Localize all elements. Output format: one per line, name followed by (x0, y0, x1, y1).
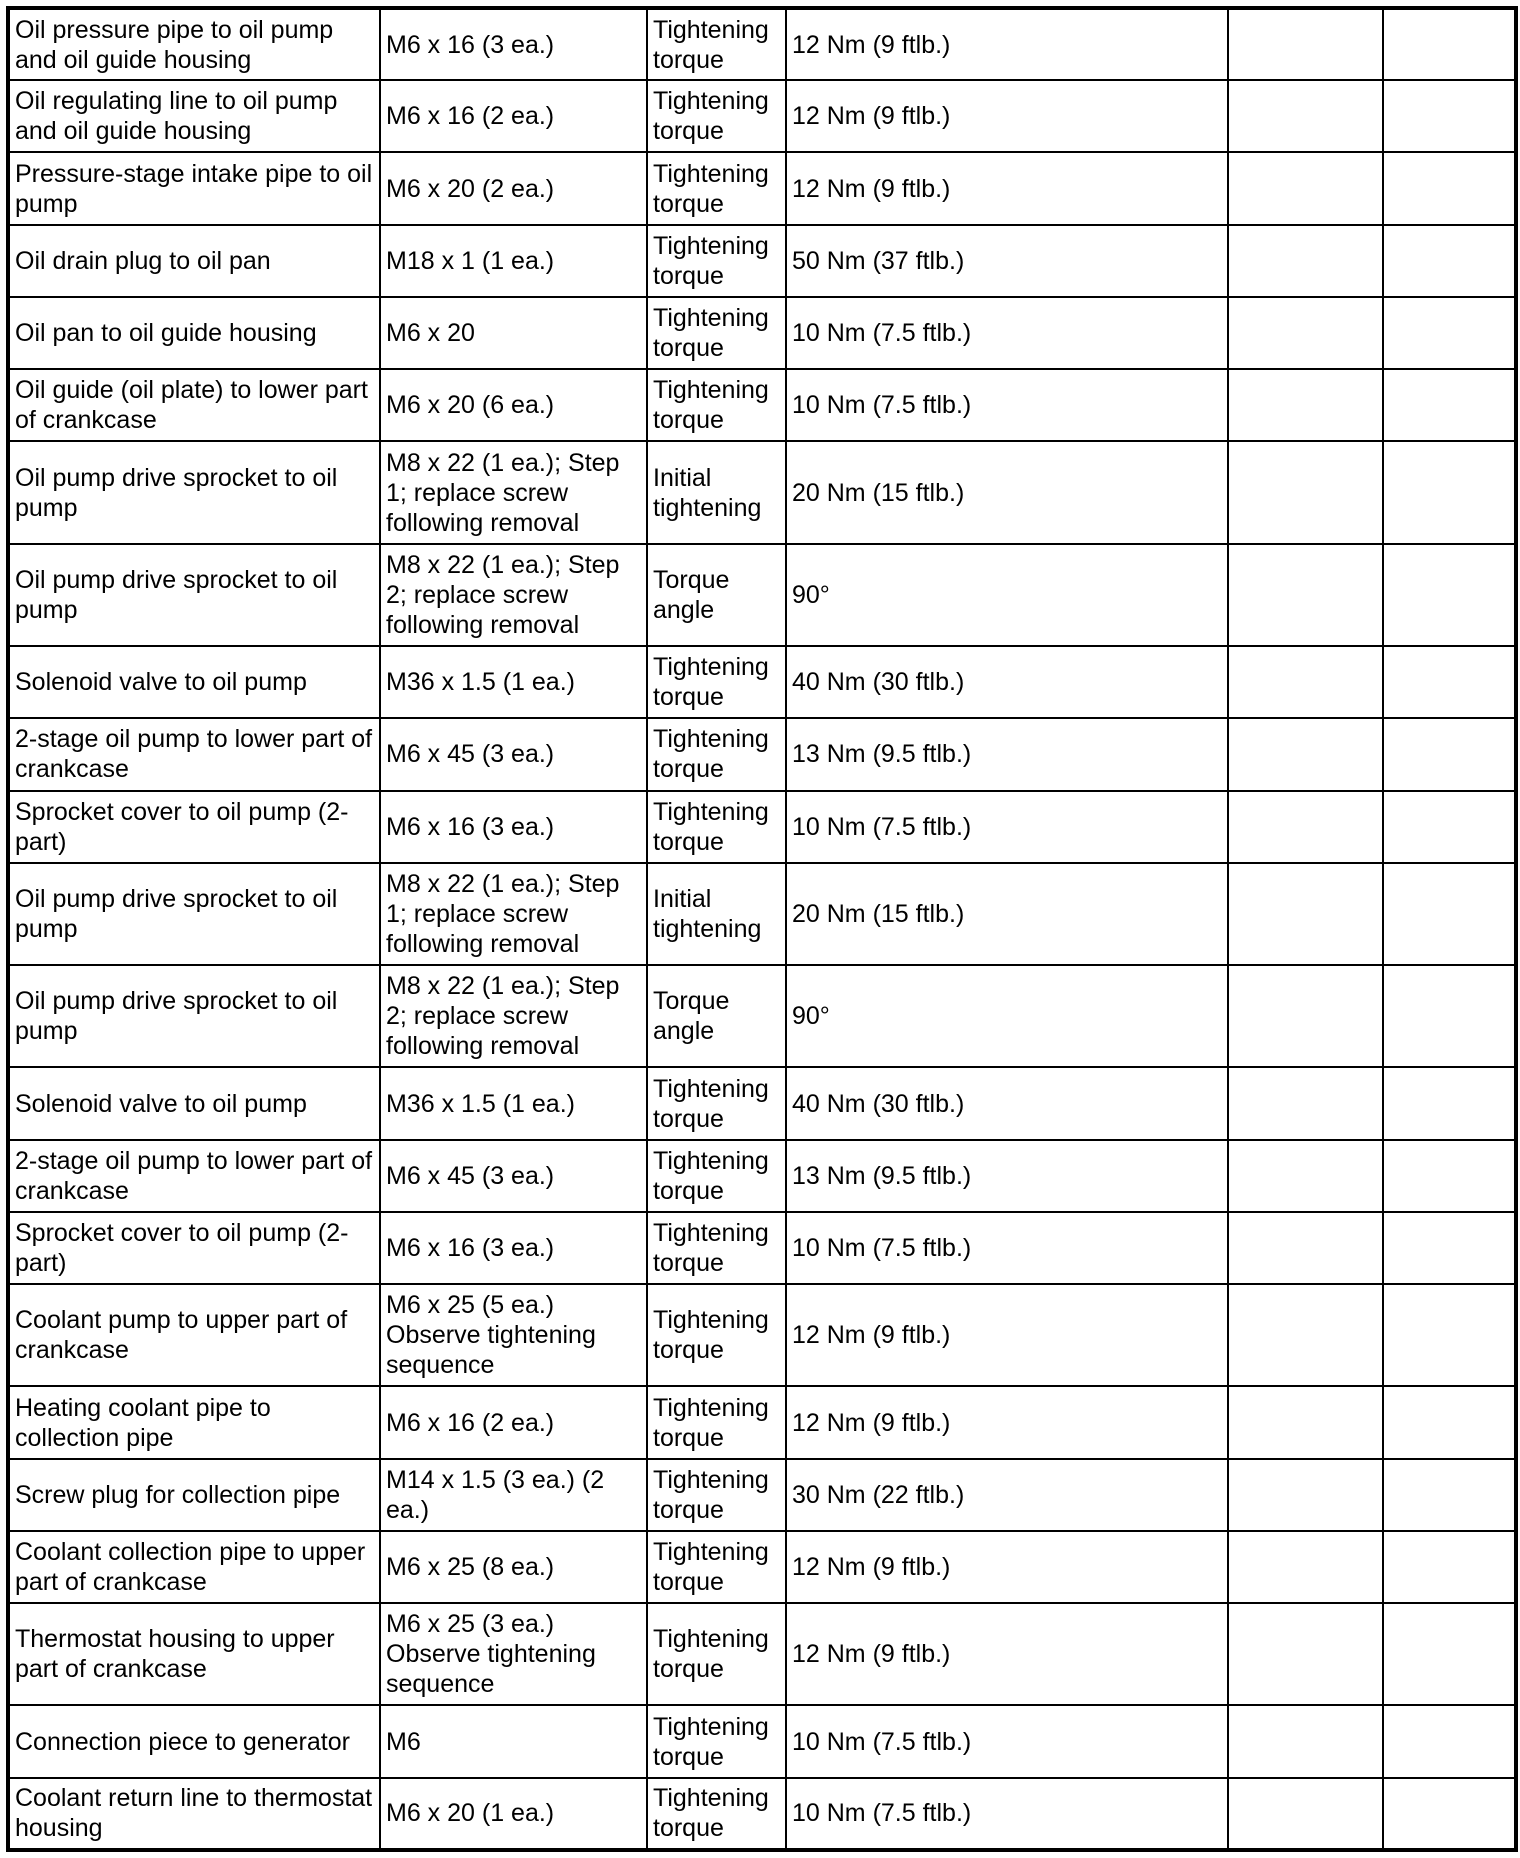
component-cell: Connection piece to generator (8, 1705, 380, 1777)
empty-cell (1383, 441, 1516, 543)
spec-type-cell: Tightening torque (647, 1705, 786, 1777)
fastener-cell: M8 x 22 (1 ea.); Step 2; replace screw following removal (380, 965, 647, 1067)
table-row (8, 80, 1516, 152)
spec-value-cell: 50 Nm (37 ftlb.) (786, 225, 1228, 297)
empty-cell (1383, 1386, 1516, 1458)
fastener-cell: M8 x 22 (1 ea.); Step 1; replace screw following removal (380, 441, 647, 543)
empty-cell (1228, 441, 1383, 543)
spec-value-cell: 10 Nm (7.5 ftlb.) (786, 791, 1228, 863)
empty-cell (1228, 369, 1383, 441)
empty-cell (1383, 1531, 1516, 1603)
spec-type-cell: Tightening torque (647, 1778, 786, 1850)
table-row (8, 1705, 1516, 1777)
empty-cell (1383, 1778, 1516, 1850)
table-row (8, 1531, 1516, 1603)
table-row (8, 369, 1516, 441)
empty-cell (1228, 791, 1383, 863)
empty-cell (1383, 646, 1516, 718)
fastener-cell: M8 x 22 (1 ea.); Step 1; replace screw following removal (380, 863, 647, 965)
table-row (8, 863, 1516, 965)
component-cell: Oil pressure pipe to oil pump and oil guide housing (8, 8, 380, 80)
empty-cell (1383, 1284, 1516, 1386)
fastener-cell: M6 x 25 (8 ea.) (380, 1531, 647, 1603)
spec-value-cell: 10 Nm (7.5 ftlb.) (786, 369, 1228, 441)
empty-cell (1228, 1603, 1383, 1705)
spec-value-cell: 13 Nm (9.5 ftlb.) (786, 1140, 1228, 1212)
table-row (8, 1603, 1516, 1705)
spec-type-cell: Tightening torque (647, 1531, 786, 1603)
component-cell: Pressure-stage intake pipe to oil pump (8, 152, 380, 224)
spec-type-cell: Tightening torque (647, 1386, 786, 1458)
empty-cell (1383, 863, 1516, 965)
table-row (8, 718, 1516, 790)
fastener-cell: M6 (380, 1705, 647, 1777)
empty-cell (1383, 1459, 1516, 1531)
component-cell: Coolant pump to upper part of crankcase (8, 1284, 380, 1386)
component-cell: Solenoid valve to oil pump (8, 1067, 380, 1139)
spec-type-cell: Tightening torque (647, 369, 786, 441)
spec-type-cell: Tightening torque (647, 1603, 786, 1705)
table-row (8, 1067, 1516, 1139)
fastener-cell: M6 x 20 (380, 297, 647, 369)
empty-cell (1228, 1386, 1383, 1458)
spec-type-cell: Tightening torque (647, 646, 786, 718)
component-cell: Coolant collection pipe to upper part of crankcase (8, 1531, 380, 1603)
torque-spec-table (6, 6, 1518, 1852)
spec-value-cell: 30 Nm (22 ftlb.) (786, 1459, 1228, 1531)
table-row (8, 1212, 1516, 1284)
fastener-cell: M6 x 20 (6 ea.) (380, 369, 647, 441)
fastener-cell: M6 x 16 (2 ea.) (380, 1386, 647, 1458)
fastener-cell: M6 x 25 (5 ea.) Observe tightening sequence (380, 1284, 647, 1386)
table-row (8, 646, 1516, 718)
table-row (8, 544, 1516, 646)
fastener-cell: M6 x 20 (1 ea.) (380, 1778, 647, 1850)
empty-cell (1228, 1140, 1383, 1212)
empty-cell (1228, 1067, 1383, 1139)
table-row (8, 297, 1516, 369)
spec-value-cell: 12 Nm (9 ftlb.) (786, 80, 1228, 152)
spec-type-cell: Torque angle (647, 544, 786, 646)
spec-type-cell: Tightening torque (647, 225, 786, 297)
component-cell: Coolant return line to thermostat housing (8, 1778, 380, 1850)
table-row (8, 965, 1516, 1067)
table-row (8, 1386, 1516, 1458)
spec-type-cell: Tightening torque (647, 1212, 786, 1284)
spec-value-cell: 20 Nm (15 ftlb.) (786, 863, 1228, 965)
table-row (8, 1284, 1516, 1386)
spec-type-cell: Tightening torque (647, 297, 786, 369)
spec-type-cell: Initial tightening (647, 441, 786, 543)
spec-value-cell: 12 Nm (9 ftlb.) (786, 152, 1228, 224)
spec-value-cell: 90° (786, 544, 1228, 646)
empty-cell (1228, 1531, 1383, 1603)
spec-type-cell: Tightening torque (647, 1459, 786, 1531)
component-cell: Oil regulating line to oil pump and oil guide housing (8, 80, 380, 152)
spec-type-cell: Tightening torque (647, 80, 786, 152)
fastener-cell: M6 x 20 (2 ea.) (380, 152, 647, 224)
fastener-cell: M6 x 16 (3 ea.) (380, 791, 647, 863)
spec-value-cell: 12 Nm (9 ftlb.) (786, 1531, 1228, 1603)
spec-value-cell: 10 Nm (7.5 ftlb.) (786, 1212, 1228, 1284)
spec-type-cell: Tightening torque (647, 152, 786, 224)
component-cell: Solenoid valve to oil pump (8, 646, 380, 718)
spec-value-cell: 12 Nm (9 ftlb.) (786, 1603, 1228, 1705)
fastener-cell: M6 x 25 (3 ea.) Observe tightening sequence (380, 1603, 647, 1705)
fastener-cell: M14 x 1.5 (3 ea.) (2 ea.) (380, 1459, 647, 1531)
table-row (8, 441, 1516, 543)
empty-cell (1383, 152, 1516, 224)
empty-cell (1228, 297, 1383, 369)
component-cell: Screw plug for collection pipe (8, 1459, 380, 1531)
table-row (8, 8, 1516, 80)
empty-cell (1228, 225, 1383, 297)
empty-cell (1228, 544, 1383, 646)
component-cell: Oil guide (oil plate) to lower part of crankcase (8, 369, 380, 441)
fastener-cell: M6 x 16 (2 ea.) (380, 80, 647, 152)
spec-value-cell: 90° (786, 965, 1228, 1067)
empty-cell (1383, 1140, 1516, 1212)
empty-cell (1228, 80, 1383, 152)
table-row (8, 152, 1516, 224)
component-cell: 2-stage oil pump to lower part of crankcase (8, 1140, 380, 1212)
spec-value-cell: 12 Nm (9 ftlb.) (786, 1386, 1228, 1458)
component-cell: 2-stage oil pump to lower part of crankcase (8, 718, 380, 790)
empty-cell (1383, 369, 1516, 441)
table-row (8, 225, 1516, 297)
spec-type-cell: Torque angle (647, 965, 786, 1067)
table-row (8, 1459, 1516, 1531)
empty-cell (1383, 1603, 1516, 1705)
empty-cell (1383, 1067, 1516, 1139)
fastener-cell: M6 x 16 (3 ea.) (380, 8, 647, 80)
empty-cell (1228, 965, 1383, 1067)
empty-cell (1383, 1705, 1516, 1777)
component-cell: Oil pump drive sprocket to oil pump (8, 863, 380, 965)
spec-value-cell: 10 Nm (7.5 ftlb.) (786, 1778, 1228, 1850)
empty-cell (1228, 718, 1383, 790)
spec-value-cell: 12 Nm (9 ftlb.) (786, 8, 1228, 80)
empty-cell (1383, 791, 1516, 863)
table-row (8, 1140, 1516, 1212)
empty-cell (1228, 646, 1383, 718)
empty-cell (1383, 718, 1516, 790)
fastener-cell: M8 x 22 (1 ea.); Step 2; replace screw following removal (380, 544, 647, 646)
empty-cell (1228, 1459, 1383, 1531)
empty-cell (1228, 1284, 1383, 1386)
spec-type-cell: Initial tightening (647, 863, 786, 965)
component-cell: Thermostat housing to upper part of crankcase (8, 1603, 380, 1705)
fastener-cell: M6 x 45 (3 ea.) (380, 718, 647, 790)
empty-cell (1228, 863, 1383, 965)
component-cell: Heating coolant pipe to collection pipe (8, 1386, 380, 1458)
fastener-cell: M18 x 1 (1 ea.) (380, 225, 647, 297)
empty-cell (1383, 1212, 1516, 1284)
empty-cell (1228, 1705, 1383, 1777)
spec-type-cell: Tightening torque (647, 1140, 786, 1212)
spec-value-cell: 40 Nm (30 ftlb.) (786, 1067, 1228, 1139)
fastener-cell: M36 x 1.5 (1 ea.) (380, 1067, 647, 1139)
spec-type-cell: Tightening torque (647, 1284, 786, 1386)
table-row (8, 791, 1516, 863)
empty-cell (1383, 297, 1516, 369)
component-cell: Oil pump drive sprocket to oil pump (8, 441, 380, 543)
fastener-cell: M36 x 1.5 (1 ea.) (380, 646, 647, 718)
empty-cell (1228, 1778, 1383, 1850)
spec-type-cell: Tightening torque (647, 8, 786, 80)
spec-value-cell: 10 Nm (7.5 ftlb.) (786, 1705, 1228, 1777)
spec-value-cell: 40 Nm (30 ftlb.) (786, 646, 1228, 718)
empty-cell (1228, 1212, 1383, 1284)
spec-value-cell: 10 Nm (7.5 ftlb.) (786, 297, 1228, 369)
component-cell: Oil pan to oil guide housing (8, 297, 380, 369)
component-cell: Oil pump drive sprocket to oil pump (8, 965, 380, 1067)
spec-type-cell: Tightening torque (647, 718, 786, 790)
fastener-cell: M6 x 16 (3 ea.) (380, 1212, 647, 1284)
spec-value-cell: 13 Nm (9.5 ftlb.) (786, 718, 1228, 790)
empty-cell (1228, 8, 1383, 80)
component-cell: Sprocket cover to oil pump (2-part) (8, 791, 380, 863)
empty-cell (1383, 80, 1516, 152)
spec-value-cell: 12 Nm (9 ftlb.) (786, 1284, 1228, 1386)
spec-value-cell: 20 Nm (15 ftlb.) (786, 441, 1228, 543)
empty-cell (1383, 8, 1516, 80)
component-cell: Oil pump drive sprocket to oil pump (8, 544, 380, 646)
empty-cell (1228, 152, 1383, 224)
fastener-cell: M6 x 45 (3 ea.) (380, 1140, 647, 1212)
component-cell: Oil drain plug to oil pan (8, 225, 380, 297)
spec-type-cell: Tightening torque (647, 791, 786, 863)
empty-cell (1383, 225, 1516, 297)
empty-cell (1383, 965, 1516, 1067)
empty-cell (1383, 544, 1516, 646)
spec-type-cell: Tightening torque (647, 1067, 786, 1139)
component-cell: Sprocket cover to oil pump (2-part) (8, 1212, 380, 1284)
table-row (8, 1778, 1516, 1850)
